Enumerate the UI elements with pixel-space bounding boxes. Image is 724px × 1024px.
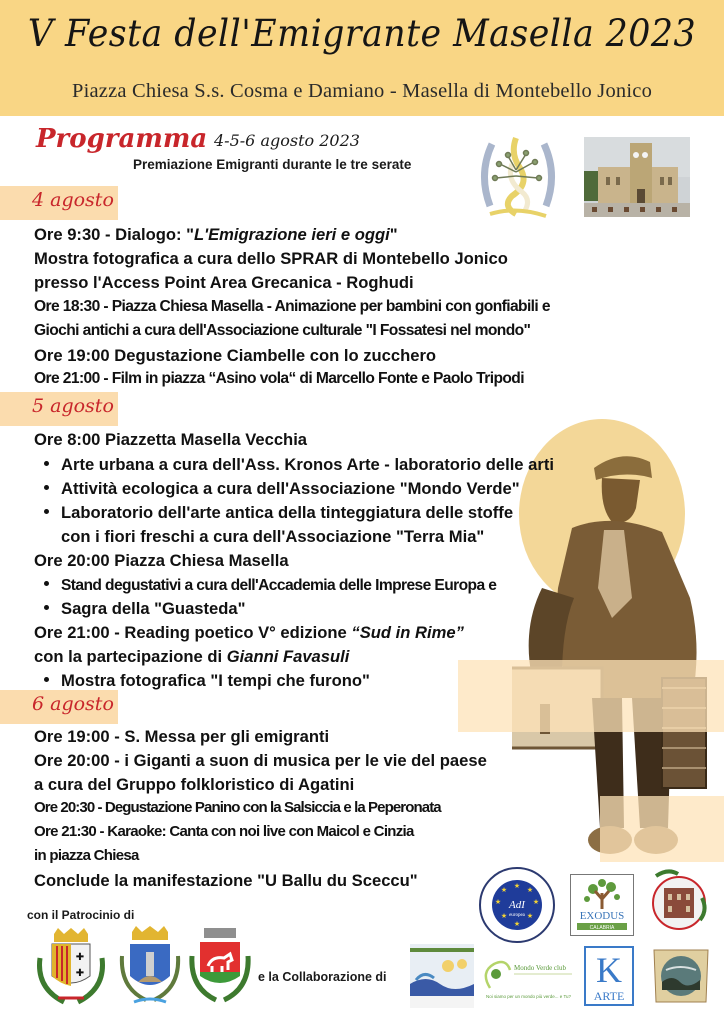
svg-text:★: ★ bbox=[500, 912, 508, 920]
day-label: 5 agosto bbox=[32, 395, 114, 417]
bullet-item bbox=[44, 671, 370, 691]
schedule-line: presso l'Access Point Area Grecanica - Roghudi bbox=[34, 273, 414, 292]
program-dates: 4-5-6 agosto 2023 bbox=[214, 131, 360, 150]
day-tag-5-agosto bbox=[0, 392, 118, 426]
svg-text:★: ★ bbox=[500, 886, 508, 894]
program-note: Premiazione Emigranti durante le tre serate bbox=[133, 157, 412, 172]
schedule-line: Ore 20:00 - i Giganti a suon di musica per le vie del paese bbox=[34, 751, 487, 770]
svg-text:★: ★ bbox=[526, 886, 534, 894]
schedule-line: Ore 8:00 Piazzetta Masella Vecchia bbox=[34, 430, 308, 449]
svg-text:★: ★ bbox=[526, 912, 534, 920]
bullet-icon bbox=[44, 461, 49, 466]
schedule-line: a cura del Gruppo folkloristico di Agatini bbox=[34, 775, 355, 794]
bullet-text: Attività ecologica a cura dell'Associazione "Mondo Verde" bbox=[61, 479, 520, 498]
bullet-item bbox=[44, 455, 554, 475]
reggio-calabria-crest-icon bbox=[34, 928, 108, 1006]
day-tag-4-agosto bbox=[0, 186, 118, 220]
line-text: " bbox=[389, 225, 398, 244]
scroll-landscape-logo bbox=[650, 946, 712, 1006]
svg-text:ARTE: ARTE bbox=[593, 989, 625, 1003]
svg-text:K: K bbox=[596, 950, 622, 990]
line-text: Ore 9:30 - Dialogo: " bbox=[34, 225, 195, 244]
talk-title: L'Emigrazione ieri e oggi bbox=[194, 225, 390, 244]
svg-text:★: ★ bbox=[532, 898, 540, 906]
montebello-jonico-crest-icon bbox=[118, 926, 182, 1008]
line-text: Ore 21:00 - Reading poetico V° edizione bbox=[34, 623, 352, 642]
program-heading: Programma bbox=[36, 124, 208, 154]
association-building-logo bbox=[648, 866, 710, 936]
bullet-item bbox=[44, 575, 496, 595]
svg-text:Mondo Verde club: Mondo Verde club bbox=[514, 964, 566, 972]
schedule-line bbox=[34, 623, 464, 643]
schedule-line: Ore 20:00 Piazza Chiesa Masella bbox=[34, 551, 289, 570]
svg-text:AdI: AdI bbox=[509, 899, 525, 911]
bullet-text: Laboratorio dell'arte antica della tinteggiatura delle stoffe bbox=[61, 503, 514, 522]
schedule-line: Mostra fotografica a cura dello SPRAR di Montebello Jonico bbox=[34, 249, 508, 268]
schedule-line: Conclude la manifestazione "U Ballu du Sceccu" bbox=[34, 871, 418, 890]
line-text: con la partecipazione di bbox=[34, 647, 227, 666]
bullet-text: Sagra della "Guasteda" bbox=[61, 599, 246, 618]
bullet-text: Mostra fotografica "I tempi che furono" bbox=[61, 671, 370, 690]
bullet-text: Stand degustativi a cura dell'Accademia delle Imprese Europa e bbox=[61, 577, 497, 594]
decorative-band bbox=[458, 660, 724, 732]
mondo-verde-logo bbox=[480, 956, 574, 1002]
schedule-line: Ore 19:00 - S. Messa per gli emigranti bbox=[34, 727, 330, 746]
schedule-line: Ore 19:00 Degustazione Ciambelle con lo zucchero bbox=[34, 346, 437, 365]
page-title: V Festa dell'Emigrante Masella 2023 bbox=[27, 12, 697, 55]
svg-text:Noi siamo per un mondo più ver: Noi siamo per un mondo più verde... e Tu? bbox=[486, 994, 572, 999]
day-label: 6 agosto bbox=[32, 693, 114, 715]
schedule-line: Ore 18:30 - Piazza Chiesa Masella - Animazione per bambini con gonfiabili e bbox=[34, 298, 550, 315]
svg-text:europea: europea bbox=[509, 913, 525, 918]
bullet-icon bbox=[44, 485, 49, 490]
accademia-imprese-europea-logo bbox=[478, 866, 556, 944]
svg-text:★: ★ bbox=[494, 898, 502, 906]
header-band bbox=[0, 0, 724, 116]
bullet-item bbox=[44, 599, 246, 619]
bullet-icon bbox=[44, 677, 49, 682]
bullet-item bbox=[44, 479, 520, 499]
decorative-band bbox=[600, 796, 724, 862]
exodus-calabria-logo bbox=[570, 874, 634, 936]
svg-text:EXODUS: EXODUS bbox=[579, 910, 625, 922]
svg-text:✚: ✚ bbox=[75, 968, 85, 979]
schedule-line: Ore 21:30 - Karaoke: Canta con noi live con Maicol e Cinzia bbox=[34, 823, 414, 840]
svg-text:✚: ✚ bbox=[75, 952, 85, 963]
schedule-line bbox=[34, 647, 349, 667]
schedule-line: Giochi antichi a cura dell'Associazione culturale "I Fossatesi nel mondo" bbox=[34, 322, 531, 339]
third-municipality-crest-icon bbox=[188, 926, 252, 1006]
event-title: “Sud in Rime” bbox=[351, 623, 464, 642]
church-photo bbox=[584, 137, 690, 217]
bullet-item bbox=[44, 503, 513, 523]
bullet-icon bbox=[44, 605, 49, 610]
day-label: 4 agosto bbox=[32, 189, 114, 211]
collaboration-label: e la Collaborazione di bbox=[258, 970, 387, 984]
bullet-icon bbox=[44, 581, 49, 586]
kronos-arte-logo bbox=[584, 946, 634, 1006]
schedule-line: Ore 20:30 - Degustazione Panino con la Salsiccia e la Peperonata bbox=[34, 799, 441, 816]
event-location: Piazza Chiesa S.s. Cosma e Damiano - Masella di Montebello Jonico bbox=[71, 80, 653, 102]
day-tag-6-agosto bbox=[0, 690, 118, 724]
patronage-label: con il Patrocinio di bbox=[27, 908, 135, 922]
svg-text:★: ★ bbox=[513, 882, 521, 890]
guest-name: Gianni Favasuli bbox=[226, 647, 350, 666]
schedule-line: Ore 21:00 - Film in piazza “Asino vola“ di Marcello Fonte e Paolo Tripodi bbox=[34, 370, 524, 387]
svg-text:CALABRIA: CALABRIA bbox=[589, 925, 615, 931]
bullet-text: Arte urbana a cura dell'Ass. Kronos Arte - laboratorio delle arti bbox=[61, 455, 554, 474]
comitato-associazioni-logo bbox=[410, 944, 474, 1008]
schedule-line bbox=[34, 225, 398, 245]
schedule-line: in piazza Chiesa bbox=[34, 847, 139, 864]
svg-text:★: ★ bbox=[513, 920, 521, 928]
bullet-icon bbox=[44, 509, 49, 514]
schedule-line: con i fiori freschi a cura dell'Associazione "Terra Mia" bbox=[61, 527, 485, 546]
association-tree-logo bbox=[476, 134, 560, 220]
